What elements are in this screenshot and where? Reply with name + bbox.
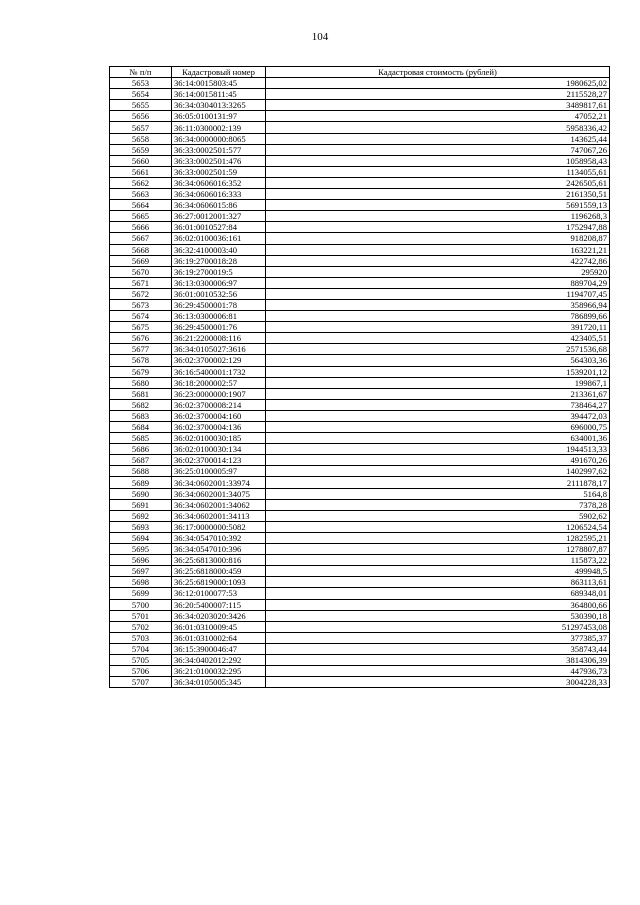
cadastral-number-cell: 36:20:5400007:115 bbox=[172, 599, 266, 610]
cadastral-value-cell: 47052,21 bbox=[266, 111, 610, 122]
row-number-cell: 5658 bbox=[110, 133, 172, 144]
cadastral-value-cell: 295920 bbox=[266, 266, 610, 277]
row-number-cell: 5677 bbox=[110, 344, 172, 355]
row-number-cell: 5680 bbox=[110, 377, 172, 388]
table-row bbox=[110, 544, 610, 555]
table-row bbox=[110, 410, 610, 421]
table-row bbox=[110, 521, 610, 532]
table-row bbox=[110, 654, 610, 665]
cadastral-number-cell: 36:01:0310002:64 bbox=[172, 632, 266, 643]
cadastral-value-cell: 5164,8 bbox=[266, 488, 610, 499]
row-number-cell: 5685 bbox=[110, 433, 172, 444]
cadastral-value-cell: 423405,51 bbox=[266, 333, 610, 344]
row-number-cell: 5679 bbox=[110, 366, 172, 377]
cadastral-value-cell: 5902,62 bbox=[266, 510, 610, 521]
table-row bbox=[110, 499, 610, 510]
cadastral-value-cell: 3814306,39 bbox=[266, 654, 610, 665]
table-row bbox=[110, 444, 610, 455]
cadastral-number-cell: 36:01:0010532:56 bbox=[172, 288, 266, 299]
row-number-cell: 5657 bbox=[110, 122, 172, 133]
cadastral-value-cell: 2161350,51 bbox=[266, 189, 610, 200]
cadastral-number-cell: 36:34:0606016:333 bbox=[172, 189, 266, 200]
cadastral-number-cell: 36:25:6819000:1093 bbox=[172, 577, 266, 588]
table-row bbox=[110, 455, 610, 466]
row-number-cell: 5700 bbox=[110, 599, 172, 610]
cadastral-value-cell: 2426505,61 bbox=[266, 177, 610, 188]
row-number-cell: 5659 bbox=[110, 144, 172, 155]
table-row bbox=[110, 299, 610, 310]
cadastral-number-cell: 36:29:4500001:78 bbox=[172, 299, 266, 310]
cadastral-value-cell: 491670,26 bbox=[266, 455, 610, 466]
table-row bbox=[110, 566, 610, 577]
table-row bbox=[110, 532, 610, 543]
row-number-cell: 5703 bbox=[110, 632, 172, 643]
cadastral-value-cell: 2115528,27 bbox=[266, 89, 610, 100]
row-number-cell: 5672 bbox=[110, 288, 172, 299]
table-row bbox=[110, 510, 610, 521]
row-number-cell: 5705 bbox=[110, 654, 172, 665]
row-number-cell: 5663 bbox=[110, 189, 172, 200]
cadastral-number-cell: 36:14:0015803:45 bbox=[172, 78, 266, 89]
cadastral-value-cell: 689348,01 bbox=[266, 588, 610, 599]
table-row bbox=[110, 122, 610, 133]
table-row bbox=[110, 466, 610, 477]
cadastral-number-cell: 36:34:0602001:34113 bbox=[172, 510, 266, 521]
row-number-cell: 5676 bbox=[110, 333, 172, 344]
row-number-cell: 5699 bbox=[110, 588, 172, 599]
cadastral-number-cell: 36:17:0000000:5082 bbox=[172, 521, 266, 532]
cadastral-number-cell: 36:16:5400001:1732 bbox=[172, 366, 266, 377]
table-row bbox=[110, 266, 610, 277]
cadastral-value-cell: 115873,22 bbox=[266, 555, 610, 566]
cadastral-value-cell: 391720,11 bbox=[266, 322, 610, 333]
cadastral-value-table bbox=[109, 66, 610, 688]
table-row bbox=[110, 588, 610, 599]
table-row bbox=[110, 100, 610, 111]
table-row bbox=[110, 344, 610, 355]
table-row bbox=[110, 366, 610, 377]
row-number-cell: 5653 bbox=[110, 78, 172, 89]
row-number-cell: 5681 bbox=[110, 388, 172, 399]
cadastral-number-cell: 36:02:3700004:136 bbox=[172, 422, 266, 433]
cadastral-value-cell: 2111878,17 bbox=[266, 477, 610, 488]
row-number-cell: 5664 bbox=[110, 200, 172, 211]
cadastral-number-cell: 36:01:0310009:45 bbox=[172, 621, 266, 632]
table-row bbox=[110, 677, 610, 688]
cadastral-number-cell: 36:01:0010527:84 bbox=[172, 222, 266, 233]
cadastral-number-cell: 36:19:2700019:5 bbox=[172, 266, 266, 277]
row-number-cell: 5701 bbox=[110, 610, 172, 621]
table-row bbox=[110, 288, 610, 299]
cadastral-number-cell: 36:13:0300006:81 bbox=[172, 311, 266, 322]
row-number-cell: 5694 bbox=[110, 532, 172, 543]
cadastral-number-cell: 36:34:0203020:3426 bbox=[172, 610, 266, 621]
cadastral-number-cell: 36:34:0547010:392 bbox=[172, 532, 266, 543]
row-number-cell: 5706 bbox=[110, 666, 172, 677]
cadastral-value-cell: 530390,18 bbox=[266, 610, 610, 621]
cadastral-number-cell: 36:19:2700018:28 bbox=[172, 255, 266, 266]
cadastral-number-cell: 36:29:4500001:76 bbox=[172, 322, 266, 333]
row-number-cell: 5691 bbox=[110, 499, 172, 510]
row-number-cell: 5655 bbox=[110, 100, 172, 111]
cadastral-value-cell: 1944513,33 bbox=[266, 444, 610, 455]
row-number-cell: 5688 bbox=[110, 466, 172, 477]
cadastral-value-cell: 1194707,45 bbox=[266, 288, 610, 299]
cadastral-number-cell: 36:27:0012001:327 bbox=[172, 211, 266, 222]
row-number-cell: 5704 bbox=[110, 643, 172, 654]
cadastral-value-cell: 422742,86 bbox=[266, 255, 610, 266]
table-row bbox=[110, 666, 610, 677]
row-number-cell: 5666 bbox=[110, 222, 172, 233]
table-row bbox=[110, 211, 610, 222]
cadastral-number-cell: 36:34:0105005:345 bbox=[172, 677, 266, 688]
cadastral-value-cell: 738464,27 bbox=[266, 399, 610, 410]
row-number-cell: 5692 bbox=[110, 510, 172, 521]
row-number-cell: 5695 bbox=[110, 544, 172, 555]
table-row bbox=[110, 255, 610, 266]
cadastral-number-cell: 36:02:0100030:185 bbox=[172, 433, 266, 444]
row-number-cell: 5698 bbox=[110, 577, 172, 588]
cadastral-value-cell: 1282595,21 bbox=[266, 532, 610, 543]
row-number-cell: 5675 bbox=[110, 322, 172, 333]
table-row bbox=[110, 89, 610, 100]
cadastral-number-cell: 36:05:0100131:97 bbox=[172, 111, 266, 122]
table-row bbox=[110, 111, 610, 122]
cadastral-number-cell: 36:21:2200008:116 bbox=[172, 333, 266, 344]
table-row bbox=[110, 333, 610, 344]
cadastral-number-cell: 36:34:0602001:34075 bbox=[172, 488, 266, 499]
cadastral-value-cell: 447936,73 bbox=[266, 666, 610, 677]
cadastral-value-cell: 499948,5 bbox=[266, 566, 610, 577]
cadastral-number-cell: 36:02:0100030:134 bbox=[172, 444, 266, 455]
cadastral-number-cell: 36:34:0304013:3265 bbox=[172, 100, 266, 111]
row-number-cell: 5678 bbox=[110, 355, 172, 366]
cadastral-number-cell: 36:33:0002501:577 bbox=[172, 144, 266, 155]
cadastral-value-cell: 5691559,13 bbox=[266, 200, 610, 211]
cadastral-number-cell: 36:34:0606016:352 bbox=[172, 177, 266, 188]
table-row bbox=[110, 277, 610, 288]
cadastral-number-cell: 36:02:3700014:123 bbox=[172, 455, 266, 466]
cadastral-number-cell: 36:25:0100005:97 bbox=[172, 466, 266, 477]
cadastral-number-cell: 36:25:6813000:816 bbox=[172, 555, 266, 566]
row-number-cell: 5665 bbox=[110, 211, 172, 222]
row-number-cell: 5654 bbox=[110, 89, 172, 100]
cadastral-number-cell: 36:12:0100077:53 bbox=[172, 588, 266, 599]
cadastral-number-cell: 36:25:6818000:459 bbox=[172, 566, 266, 577]
cadastral-value-cell: 377385,37 bbox=[266, 632, 610, 643]
cadastral-number-cell: 36:11:0300002:139 bbox=[172, 122, 266, 133]
table-row bbox=[110, 133, 610, 144]
cadastral-value-cell: 199867,1 bbox=[266, 377, 610, 388]
cadastral-value-cell: 564303,36 bbox=[266, 355, 610, 366]
header-cadastral-number: Кадастровый номер bbox=[172, 67, 266, 78]
row-number-cell: 5683 bbox=[110, 410, 172, 421]
row-number-cell: 5673 bbox=[110, 299, 172, 310]
row-number-cell: 5671 bbox=[110, 277, 172, 288]
cadastral-value-cell: 163221,21 bbox=[266, 244, 610, 255]
row-number-cell: 5674 bbox=[110, 311, 172, 322]
row-number-cell: 5702 bbox=[110, 621, 172, 632]
table-header-row bbox=[110, 67, 610, 78]
header-row-number: № п/п bbox=[110, 67, 172, 78]
row-number-cell: 5690 bbox=[110, 488, 172, 499]
cadastral-value-cell: 1196268,3 bbox=[266, 211, 610, 222]
row-number-cell: 5696 bbox=[110, 555, 172, 566]
cadastral-value-cell: 1206524,54 bbox=[266, 521, 610, 532]
cadastral-value-cell: 213361,67 bbox=[266, 388, 610, 399]
row-number-cell: 5668 bbox=[110, 244, 172, 255]
cadastral-number-cell: 36:34:0000000:8065 bbox=[172, 133, 266, 144]
cadastral-number-cell: 36:33:0002501:59 bbox=[172, 166, 266, 177]
row-number-cell: 5667 bbox=[110, 233, 172, 244]
cadastral-number-cell: 36:34:0402012:292 bbox=[172, 654, 266, 665]
table-row bbox=[110, 610, 610, 621]
table-row bbox=[110, 311, 610, 322]
cadastral-number-cell: 36:02:3700004:160 bbox=[172, 410, 266, 421]
cadastral-number-cell: 36:15:3900046:47 bbox=[172, 643, 266, 654]
cadastral-value-cell: 143625,44 bbox=[266, 133, 610, 144]
cadastral-number-cell: 36:34:0105027:3616 bbox=[172, 344, 266, 355]
table-row bbox=[110, 189, 610, 200]
cadastral-value-cell: 394472,03 bbox=[266, 410, 610, 421]
row-number-cell: 5661 bbox=[110, 166, 172, 177]
cadastral-value-cell: 1752947,88 bbox=[266, 222, 610, 233]
cadastral-value-cell: 3004228,33 bbox=[266, 677, 610, 688]
cadastral-value-cell: 1134055,61 bbox=[266, 166, 610, 177]
row-number-cell: 5686 bbox=[110, 444, 172, 455]
cadastral-value-cell: 7378,28 bbox=[266, 499, 610, 510]
row-number-cell: 5697 bbox=[110, 566, 172, 577]
cadastral-value-cell: 358966,94 bbox=[266, 299, 610, 310]
cadastral-number-cell: 36:13:0300006:97 bbox=[172, 277, 266, 288]
cadastral-number-cell: 36:02:3700002:129 bbox=[172, 355, 266, 366]
cadastral-value-cell: 2571536,68 bbox=[266, 344, 610, 355]
cadastral-number-cell: 36:18:2000002:57 bbox=[172, 377, 266, 388]
row-number-cell: 5707 bbox=[110, 677, 172, 688]
table-row bbox=[110, 166, 610, 177]
table-row bbox=[110, 433, 610, 444]
row-number-cell: 5656 bbox=[110, 111, 172, 122]
table-row bbox=[110, 155, 610, 166]
table-row bbox=[110, 177, 610, 188]
table-body bbox=[110, 78, 610, 688]
table-row bbox=[110, 555, 610, 566]
table-row bbox=[110, 388, 610, 399]
cadastral-number-cell: 36:32:4100003:40 bbox=[172, 244, 266, 255]
cadastral-value-cell: 1058958,43 bbox=[266, 155, 610, 166]
cadastral-value-cell: 863113,61 bbox=[266, 577, 610, 588]
row-number-cell: 5693 bbox=[110, 521, 172, 532]
cadastral-number-cell: 36:14:0015811:45 bbox=[172, 89, 266, 100]
table-row bbox=[110, 643, 610, 654]
cadastral-value-cell: 358743,44 bbox=[266, 643, 610, 654]
table-row bbox=[110, 488, 610, 499]
table-row bbox=[110, 200, 610, 211]
cadastral-number-cell: 36:34:0602001:33974 bbox=[172, 477, 266, 488]
cadastral-value-cell: 889704,29 bbox=[266, 277, 610, 288]
table-row bbox=[110, 399, 610, 410]
cadastral-value-cell: 3489817,61 bbox=[266, 100, 610, 111]
cadastral-number-cell: 36:02:0100036:161 bbox=[172, 233, 266, 244]
row-number-cell: 5687 bbox=[110, 455, 172, 466]
row-number-cell: 5682 bbox=[110, 399, 172, 410]
table-row bbox=[110, 78, 610, 89]
table-row bbox=[110, 422, 610, 433]
cadastral-value-cell: 747067,26 bbox=[266, 144, 610, 155]
cadastral-number-cell: 36:34:0606015:86 bbox=[172, 200, 266, 211]
cadastral-value-cell: 634001,36 bbox=[266, 433, 610, 444]
table-row bbox=[110, 377, 610, 388]
cadastral-value-cell: 1539201,12 bbox=[266, 366, 610, 377]
table-row bbox=[110, 233, 610, 244]
row-number-cell: 5660 bbox=[110, 155, 172, 166]
cadastral-value-cell: 1278807,87 bbox=[266, 544, 610, 555]
header-cadastral-value: Кадастровая стоимость (рублей) bbox=[266, 67, 610, 78]
cadastral-number-cell: 36:02:3700008:214 bbox=[172, 399, 266, 410]
cadastral-number-cell: 36:34:0602001:34062 bbox=[172, 499, 266, 510]
cadastral-value-cell: 1980625,02 bbox=[266, 78, 610, 89]
row-number-cell: 5684 bbox=[110, 422, 172, 433]
row-number-cell: 5669 bbox=[110, 255, 172, 266]
cadastral-number-cell: 36:21:0100032:295 bbox=[172, 666, 266, 677]
cadastral-value-cell: 918208,87 bbox=[266, 233, 610, 244]
row-number-cell: 5670 bbox=[110, 266, 172, 277]
table-row bbox=[110, 244, 610, 255]
cadastral-value-cell: 364800,66 bbox=[266, 599, 610, 610]
cadastral-value-cell: 51297453,08 bbox=[266, 621, 610, 632]
table-row bbox=[110, 144, 610, 155]
table-row bbox=[110, 621, 610, 632]
row-number-cell: 5689 bbox=[110, 477, 172, 488]
cadastral-number-cell: 36:33:0002501:476 bbox=[172, 155, 266, 166]
cadastral-value-cell: 696000,75 bbox=[266, 422, 610, 433]
table-row bbox=[110, 477, 610, 488]
table-row bbox=[110, 355, 610, 366]
cadastral-value-cell: 1402997,62 bbox=[266, 466, 610, 477]
page-number: 104 bbox=[311, 31, 329, 43]
table-row bbox=[110, 577, 610, 588]
table-row bbox=[110, 599, 610, 610]
row-number-cell: 5662 bbox=[110, 177, 172, 188]
table-row bbox=[110, 632, 610, 643]
table-row bbox=[110, 222, 610, 233]
cadastral-value-cell: 5958336,42 bbox=[266, 122, 610, 133]
cadastral-value-cell: 786899,66 bbox=[266, 311, 610, 322]
cadastral-number-cell: 36:34:0547010:396 bbox=[172, 544, 266, 555]
cadastral-number-cell: 36:23:0000000:1907 bbox=[172, 388, 266, 399]
table-row bbox=[110, 322, 610, 333]
